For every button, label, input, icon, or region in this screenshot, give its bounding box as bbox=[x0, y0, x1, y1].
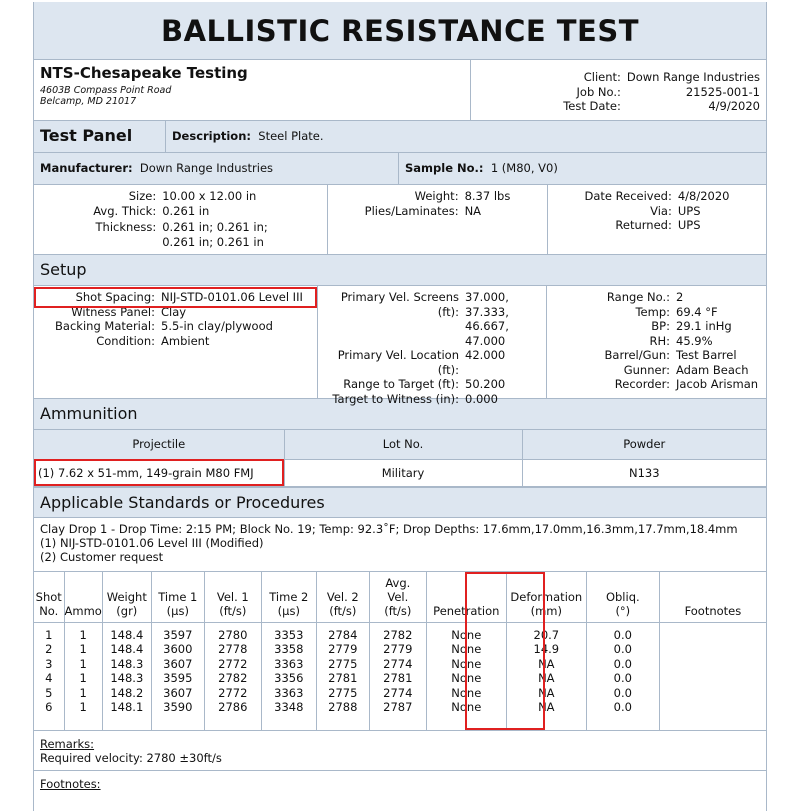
table-cell: 1 bbox=[45, 627, 53, 642]
header-line: (gr) bbox=[116, 603, 138, 618]
header-line: Footnotes bbox=[684, 603, 742, 618]
lab-address-1: 4603B Compass Point Road bbox=[40, 85, 172, 96]
date-received-value: 4/8/2020 bbox=[677, 189, 730, 203]
table-cell bbox=[660, 657, 766, 672]
setup-left-label: Witness Panel: bbox=[71, 304, 155, 319]
thickness-label: Thickness: bbox=[95, 219, 157, 234]
ammunition-heading: Ammunition bbox=[34, 399, 766, 430]
table-cell: 3356 bbox=[274, 671, 304, 685]
shots-column-1 bbox=[64, 622, 102, 730]
lab-address-2: Belcamp, MD 21017 bbox=[40, 96, 137, 107]
table-cell: 0.0 bbox=[613, 671, 632, 685]
shots-header-11 bbox=[659, 572, 766, 622]
setup-left-value: Clay bbox=[161, 304, 187, 319]
shots-column-7 bbox=[369, 622, 426, 730]
highlight-shot-spacing bbox=[34, 287, 317, 308]
returned-label: Returned: bbox=[615, 218, 672, 232]
remarks-label: Remarks: bbox=[40, 737, 95, 751]
setup-right-label: Barrel/Gun: bbox=[604, 348, 670, 362]
table-cell: 0.0 bbox=[613, 656, 632, 671]
description-value: Steel Plate. bbox=[258, 129, 324, 143]
table-cell: 2774 bbox=[383, 685, 413, 700]
table-cell: 3607 bbox=[163, 656, 193, 671]
table-cell: 2775 bbox=[328, 685, 358, 700]
client-info bbox=[470, 60, 766, 120]
test-date-value: 4/9/2020 bbox=[708, 99, 760, 113]
plies-value: NA bbox=[464, 203, 482, 218]
table-cell: 0.0 bbox=[613, 700, 632, 714]
header-line: Vel. 2 bbox=[326, 589, 359, 604]
table-cell: 2784 bbox=[328, 627, 358, 642]
avg-thick-value: 0.261 in bbox=[162, 204, 210, 219]
thickness-value-1: 0.261 in; 0.261 in; bbox=[162, 219, 268, 234]
header-line: Obliq. bbox=[605, 589, 640, 604]
setup-mid-label: Range to Target (ft): bbox=[343, 377, 459, 391]
setup-right-value: Test Barrel bbox=[676, 348, 737, 362]
table-cell: 2787 bbox=[383, 700, 413, 714]
shots-column-10 bbox=[586, 622, 659, 730]
shots-column-0 bbox=[34, 622, 64, 730]
table-cell: 2781 bbox=[328, 671, 358, 685]
table-cell: None bbox=[451, 685, 482, 700]
shots-header-5 bbox=[261, 572, 316, 622]
header-line: (ft/s) bbox=[329, 603, 357, 618]
header-line: Deformation bbox=[510, 589, 583, 604]
via-label: Via: bbox=[650, 203, 672, 218]
setup-right-value: Jacob Arisman bbox=[676, 377, 759, 391]
table-cell: 3353 bbox=[274, 627, 304, 642]
table-cell: 2781 bbox=[383, 671, 413, 685]
setup-mid-value: 50.200 bbox=[465, 377, 506, 391]
client-value: Down Range Industries bbox=[626, 70, 760, 84]
size-label: Size: bbox=[128, 189, 157, 203]
table-cell: NA bbox=[538, 656, 555, 671]
table-cell: 148.3 bbox=[110, 656, 144, 671]
table-cell: None bbox=[451, 642, 482, 656]
job-value: 21525-001-1 bbox=[685, 84, 760, 99]
weight-label: Weight: bbox=[414, 189, 459, 203]
table-cell: 2 bbox=[45, 642, 53, 656]
setup-right-value: Adam Beach bbox=[676, 362, 749, 377]
ammunition-table bbox=[34, 430, 766, 486]
setup-right-label: RH: bbox=[649, 333, 670, 348]
header-line: Vel. bbox=[387, 589, 409, 604]
table-cell: 148.1 bbox=[110, 700, 144, 714]
shots-header-2 bbox=[102, 572, 151, 622]
footnotes-label: Footnotes: bbox=[40, 777, 101, 791]
table-cell: 1 bbox=[79, 627, 87, 642]
shots-column-5 bbox=[261, 622, 316, 730]
setup-mid-label bbox=[318, 319, 459, 348]
table-cell: 2774 bbox=[383, 656, 413, 671]
setup-right-label: BP: bbox=[651, 319, 670, 333]
table-cell: 2772 bbox=[218, 685, 248, 700]
table-cell: 148.2 bbox=[110, 685, 144, 700]
table-cell: 4 bbox=[45, 671, 53, 685]
table-cell: 0.0 bbox=[613, 627, 632, 642]
ammo-header-lot: Lot No. bbox=[284, 430, 522, 459]
table-cell: NA bbox=[538, 700, 555, 714]
shots-column-4 bbox=[204, 622, 261, 730]
table-cell: 2780 bbox=[218, 627, 248, 642]
setup-mid-value: 46.667, 47.000 bbox=[465, 319, 509, 348]
sample-value: 1 (M80, V0) bbox=[490, 161, 558, 175]
header-line: Ammo bbox=[64, 603, 102, 618]
shots-header-6 bbox=[316, 572, 369, 622]
table-cell: None bbox=[451, 627, 482, 642]
setup-heading: Setup bbox=[34, 255, 766, 286]
returned-value: UPS bbox=[677, 218, 701, 232]
setup-left-value: Ambient bbox=[161, 333, 210, 348]
table-cell: 2779 bbox=[328, 642, 358, 656]
table-cell: None bbox=[451, 656, 482, 671]
table-cell: 3595 bbox=[163, 671, 193, 685]
table-cell: 148.3 bbox=[110, 671, 144, 685]
setup-right-label: Recorder: bbox=[614, 377, 670, 391]
header-line: Avg. bbox=[385, 575, 411, 590]
table-cell: 2782 bbox=[218, 671, 248, 685]
header-line: (ft/s) bbox=[219, 603, 247, 618]
shots-table bbox=[34, 572, 766, 730]
table-cell: 0.0 bbox=[613, 685, 632, 700]
ammo-projectile: (1) 7.62 x 51-mm, 149-grain M80 FMJ bbox=[34, 459, 284, 486]
setup-mid-label: Primary Vel. Location (ft): bbox=[337, 348, 459, 377]
standards-heading: Applicable Standards or Procedures bbox=[34, 487, 766, 518]
setup-mid-value: 37.000, 37.333, bbox=[465, 290, 509, 319]
table-cell: 3600 bbox=[163, 642, 193, 656]
avg-thick-label: Avg. Thick: bbox=[93, 204, 157, 219]
table-cell: 3 bbox=[45, 656, 53, 671]
shots-column-3 bbox=[151, 622, 204, 730]
table-cell: 2786 bbox=[218, 700, 248, 714]
table-cell: 2772 bbox=[218, 656, 248, 671]
shots-header-3 bbox=[151, 572, 204, 622]
table-cell: None bbox=[451, 671, 482, 685]
table-cell: 1 bbox=[79, 700, 87, 714]
description-label: Description: bbox=[172, 129, 251, 143]
standard-1: (1) NIJ-STD-0101.06 Level III (Modified) bbox=[40, 536, 264, 550]
table-cell: 5 bbox=[45, 685, 53, 700]
header-line: (mm) bbox=[530, 603, 562, 618]
table-cell: None bbox=[451, 700, 482, 714]
table-cell: 148.4 bbox=[110, 627, 144, 642]
table-cell: 1 bbox=[79, 656, 87, 671]
setup-right-label: Range No.: bbox=[606, 290, 670, 304]
job-label: Job No.: bbox=[576, 84, 621, 99]
table-cell: 14.9 bbox=[533, 642, 560, 656]
table-cell: 3590 bbox=[163, 700, 193, 714]
ammo-powder: N133 bbox=[522, 459, 766, 486]
shots-header-10 bbox=[586, 572, 659, 622]
table-cell bbox=[660, 671, 766, 686]
table-cell: 1 bbox=[79, 685, 87, 700]
table-cell: 3607 bbox=[163, 685, 193, 700]
via-value: UPS bbox=[677, 203, 701, 218]
shots-header-1 bbox=[64, 572, 102, 622]
setup-right-value: 29.1 inHg bbox=[676, 319, 732, 333]
report-title: BALLISTIC RESISTANCE TEST bbox=[34, 2, 766, 60]
table-cell: 3348 bbox=[274, 700, 304, 714]
table-cell bbox=[660, 628, 766, 643]
shots-header-0 bbox=[34, 572, 64, 622]
header-line: Time 2 bbox=[269, 589, 309, 604]
manufacturer-label: Manufacturer: bbox=[40, 161, 133, 175]
setup-mid-value: 42.000 bbox=[465, 348, 506, 362]
standards-text bbox=[34, 518, 766, 572]
setup-right-label: Temp: bbox=[635, 304, 670, 319]
sample-label: Sample No.: bbox=[405, 161, 484, 175]
table-cell: 3597 bbox=[163, 627, 193, 642]
table-cell bbox=[660, 642, 766, 657]
date-received-label: Date Received: bbox=[584, 189, 672, 203]
table-cell: 2779 bbox=[383, 642, 413, 656]
manufacturer-value: Down Range Industries bbox=[139, 161, 274, 175]
setup-left-label: Condition: bbox=[96, 333, 155, 348]
table-cell: 3363 bbox=[274, 656, 304, 671]
header-line: Penetration bbox=[433, 603, 500, 618]
table-cell: NA bbox=[538, 685, 555, 700]
setup-left-label: Backing Material: bbox=[55, 319, 155, 333]
ammo-header-projectile: Projectile bbox=[132, 437, 186, 452]
setup-left-value: NIJ-STD-0101.06 Level III bbox=[161, 290, 303, 304]
ammo-header-powder: Powder bbox=[522, 430, 766, 459]
shots-header-7 bbox=[369, 572, 426, 622]
header-line: Vel. 1 bbox=[216, 589, 249, 604]
weight-value: 8.37 lbs bbox=[464, 189, 511, 203]
setup-mid-label: Primary Vel. Screens (ft): bbox=[340, 290, 459, 319]
plies-label: Plies/Laminates: bbox=[364, 203, 459, 218]
table-cell bbox=[660, 686, 766, 701]
clay-drop-line: Clay Drop 1 - Drop Time: 2:15 PM; Block No. 19; Temp: 92.3˚F; Drop Depths: 17.6mm,17.0mm,16.3mm,17.7mm,18.4mm bbox=[40, 522, 738, 536]
header-line: Time 1 bbox=[158, 589, 198, 604]
setup-right-value: 69.4 °F bbox=[676, 304, 718, 319]
shots-column-2 bbox=[102, 622, 151, 730]
setup-left-value: 5.5-in clay/plywood bbox=[161, 319, 273, 333]
test-panel-heading: Test Panel bbox=[40, 126, 133, 145]
table-cell: 1 bbox=[79, 642, 87, 656]
shots-header-4 bbox=[204, 572, 261, 622]
setup-left-label: Shot Spacing: bbox=[75, 290, 155, 304]
table-cell: 1 bbox=[79, 671, 87, 685]
table-cell: 148.4 bbox=[110, 642, 144, 656]
header-line: (ft/s) bbox=[384, 603, 412, 618]
setup-right-value: 45.9% bbox=[676, 333, 713, 348]
table-cell: NA bbox=[538, 671, 555, 685]
header-line: (°) bbox=[615, 603, 631, 618]
table-cell: 2782 bbox=[383, 627, 413, 642]
table-cell: 2788 bbox=[328, 700, 358, 714]
table-cell: 2778 bbox=[218, 642, 248, 656]
lab-name: NTS-Chesapeake Testing bbox=[40, 64, 248, 82]
lab-info bbox=[34, 60, 470, 120]
table-cell: 0.0 bbox=[613, 642, 632, 656]
table-cell: 3358 bbox=[274, 642, 304, 656]
header-line: Weight bbox=[106, 589, 147, 604]
table-cell: 20.7 bbox=[533, 627, 560, 642]
header-line: (µs) bbox=[166, 603, 189, 618]
header-line: No. bbox=[39, 603, 59, 618]
setup-mid-label: Target to Witness (in): bbox=[332, 391, 459, 406]
table-cell: 6 bbox=[45, 700, 53, 714]
remarks-text: Required velocity: 2780 ±30ft/s bbox=[40, 751, 222, 765]
table-cell: 3363 bbox=[274, 685, 304, 700]
ammo-lot: Military bbox=[284, 459, 522, 486]
table-cell bbox=[660, 700, 766, 715]
client-label: Client: bbox=[583, 70, 621, 84]
shots-column-11 bbox=[659, 622, 766, 730]
highlight-penetration bbox=[465, 572, 545, 730]
table-cell: 2775 bbox=[328, 656, 358, 671]
test-date-label: Test Date: bbox=[563, 99, 621, 113]
setup-mid-value: 0.000 bbox=[465, 391, 498, 406]
header-line: Shot bbox=[35, 589, 62, 604]
size-value: 10.00 x 12.00 in bbox=[162, 189, 257, 203]
thickness-value-2: 0.261 in; 0.261 in bbox=[162, 234, 264, 249]
standard-2: (2) Customer request bbox=[40, 550, 164, 564]
header-line: (µs) bbox=[277, 603, 300, 618]
setup-right-label: Gunner: bbox=[623, 362, 670, 377]
shots-column-6 bbox=[316, 622, 369, 730]
setup-right-value: 2 bbox=[676, 290, 684, 304]
